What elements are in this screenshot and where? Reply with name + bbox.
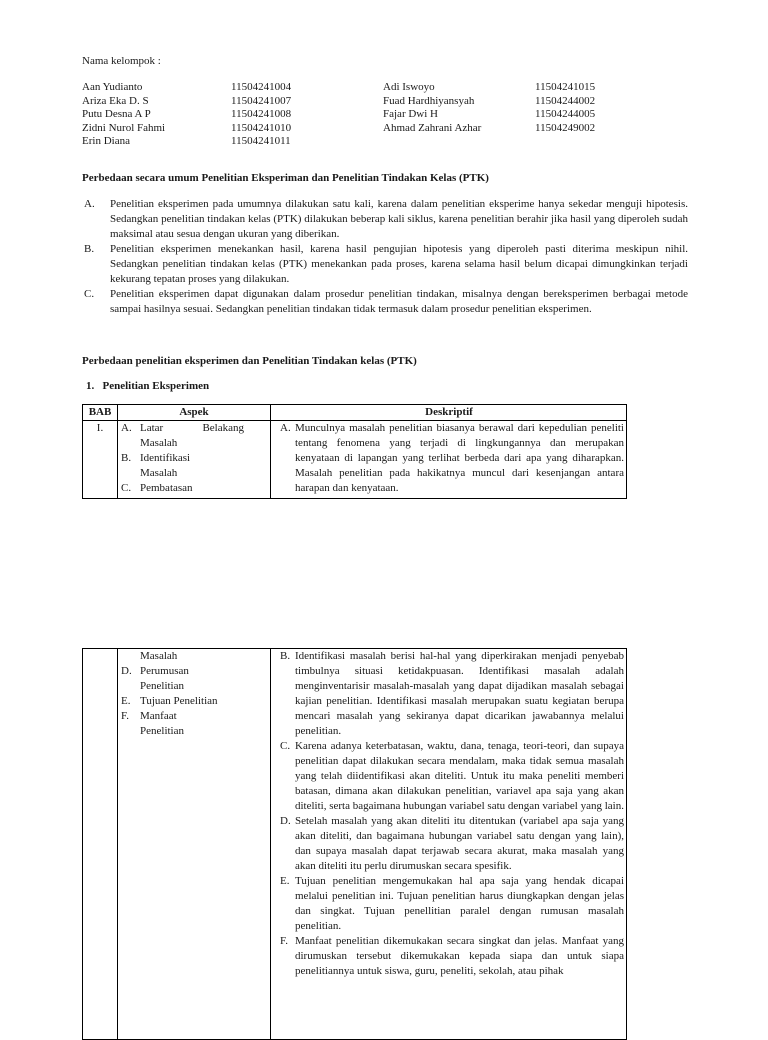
description-text: Karena adanya keterbatasan, waktu, dana, tenaga, teori-teori, dan supaya penelitian dapat dilakukan secara mendalam, maka tidak semua masalah yang telah diidentifikasi akan diteliti. Untuk itu maka peneliti memberi batasan, dimana akan dilakukan penelitian, variavel apa saja yang akan diteliti, serta bagaimana hubungan variabel satu dengan variabel yang lain.: [295, 740, 624, 812]
member-nim: 11504241007: [231, 94, 292, 107]
aspect-marker: C.: [121, 482, 132, 494]
member-name: Erin Diana: [82, 135, 130, 147]
group-label: Nama kelompok :: [82, 55, 161, 67]
member-row: [82, 94, 682, 108]
section2-subtitle: 1. Penelitian Eksperimen: [86, 380, 210, 392]
aspect-item: [121, 664, 266, 694]
aspect-text: Manfaat: [140, 710, 177, 722]
member-name: Aan Yudianto: [82, 81, 143, 93]
aspect-text: Masalah: [140, 467, 178, 479]
list-item-text: Penelitian eksperimen menekankan hasil, karena hasil pengujian hipotesis yang diperoleh pasti diterima meskipun nihil. Sedangkan penelitian tindakan kelas (PTK) menekankan pada proses, karena selama hasil belum dicapai dimungkinkan terjadi kekurang tepatan proses yang dilakukan.: [110, 243, 688, 285]
list-item: [84, 287, 688, 317]
aspect-text: Tujuan Penelitian: [140, 695, 218, 707]
aspect-item: [121, 709, 266, 739]
aspect-text: Penelitian: [140, 725, 184, 737]
description-text: Tujuan penelitian mengemukakan hal apa saja yang hendak dicapai melalui penelitian ini. Tujuan penelitian harus diungkapkan dengan jelas dan singkat. Tujuan penellitian paralel dengan rumusan masalah penelitian.: [295, 875, 624, 932]
description-marker: F.: [280, 935, 288, 947]
list-item-text: Penelitian eksperimen pada umumnya dilakukan satu kali, karena dalam penelitian eksperime hanya sekedar menguji hipotesis. Sedangkan penelitian tindakan kelas (PTK) dilakukan beberap kali siklus, karena penelitian berahir jika hasil yang diperoleh sudah maksimal atau sesua dengan ukuran yang diberikan.: [110, 198, 688, 240]
member-row: [82, 107, 682, 121]
aspect-list: [121, 421, 266, 496]
aspect-marker: D.: [121, 665, 132, 677]
section1-list: [84, 197, 688, 317]
description-item: [280, 739, 624, 814]
member-name: Ariza Eka D. S: [82, 94, 149, 107]
member-nim: 11504244002: [535, 94, 596, 107]
member-nim: 11504241010: [231, 121, 292, 134]
aspect-text: Masalah: [140, 650, 178, 662]
description-marker: E.: [280, 875, 290, 887]
description-text: Munculnya masalah penelitian biasanya berawal dari kepedulian peneliti tentang fenomena yang terjadi di lingkungannya dan merupakan kenyataan di lapangan yang terlihat berbeda dari apa yang diharapkan. Masalah penelitian pada hakikatnya muncul dari kesenjangan antara harapan dan kenyataan.: [295, 422, 624, 494]
aspect-marker: E.: [121, 695, 131, 707]
aspect-item: [121, 451, 266, 481]
description-item: [280, 814, 624, 874]
member-nim: 11504249002: [535, 121, 596, 134]
description-item: [280, 874, 624, 934]
aspect-item: [121, 421, 266, 451]
aspect-item: [121, 694, 266, 709]
description-marker: A.: [280, 422, 291, 434]
description-list: [280, 649, 624, 979]
aspect-item: [121, 481, 266, 496]
list-marker: B.: [84, 243, 95, 255]
aspect-text: Perumusan: [140, 665, 189, 677]
member-nim: 11504241004: [231, 81, 292, 93]
description-item: [280, 649, 624, 739]
member-nim: 11504241008: [231, 108, 292, 120]
member-name: Putu Desna A P: [82, 108, 151, 120]
member-list: [82, 80, 682, 148]
aspect-marker: F.: [121, 710, 129, 722]
header-bab: BAB: [88, 406, 112, 418]
member-nim: 11504241015: [535, 81, 596, 93]
aspect-text: Pembatasan: [140, 482, 193, 494]
section1-title: Perbedaan secara umum Penelitian Eksperiman dan Penelitian Tindakan Kelas (PTK): [82, 172, 489, 184]
description-item: [280, 934, 624, 979]
aspect-marker: A.: [121, 422, 132, 434]
aspect-text: Latar: [140, 422, 164, 434]
member-nim: 11504244005: [535, 108, 596, 120]
aspect-list: [121, 649, 266, 739]
aspect-item: [121, 649, 266, 664]
member-row: [82, 134, 682, 148]
list-marker: C.: [84, 288, 95, 300]
aspect-text: Masalah: [140, 437, 178, 449]
aspect-text: Penelitian: [140, 680, 184, 692]
description-item: [280, 421, 624, 496]
description-text: Identifikasi masalah berisi hal-hal yang diperkirakan menjadi penyebab timbulnya situasi ketidakpuasan. Identifikasi masalah adalah menginventarisir masalah-masalah yang dapat dijadikan masalah sebagai kajian penelitian. Identifikasi masalah merupakan suatu kegiatan berupa mencari masalah yang sekiranya dapat dicarikan jawabannya melalui penelitian.: [295, 650, 624, 737]
header-aspek: Aspek: [179, 406, 209, 418]
member-name: Fuad Hardhiyansyah: [383, 94, 475, 107]
description-marker: B.: [280, 650, 291, 662]
description-marker: D.: [280, 815, 291, 827]
description-list: [280, 421, 624, 496]
member-name: Adi Iswoyo: [383, 81, 435, 93]
aspect-marker: B.: [121, 452, 132, 464]
list-item-text: Penelitian eksperimen dapat digunakan dalam prosedur penelitian tindakan, misalnya dengan bereksperimen berbagai metode sampai hasilnya sesuai. Sedangkan penelitian tindakan tidak termasuk dalam prosedur penelitian eksperimen.: [110, 288, 688, 315]
research-table-part2: [82, 648, 627, 1040]
member-row: [82, 80, 682, 94]
list-item: [84, 197, 688, 242]
list-item: [84, 242, 688, 287]
member-row: [82, 121, 682, 135]
member-name: Zidni Nurol Fahmi: [82, 121, 166, 134]
aspect-text: Identifikasi: [140, 452, 191, 464]
description-marker: C.: [280, 740, 291, 752]
description-text: Manfaat penelitian dikemukakan secara singkat dan jelas. Manfaat yang dirumuskan tersebut dikemukakan kepada siapa dan untuk siapa penelitiannya untuk siswa, guru, peneliti, sekolah, atau pihak: [295, 935, 624, 977]
member-name: Fajar Dwi H: [383, 108, 438, 120]
member-name: Ahmad Zahrani Azhar: [383, 121, 482, 134]
aspect-text: Belakang: [202, 422, 244, 434]
list-marker: A.: [84, 198, 95, 210]
member-nim: 11504241011: [231, 135, 291, 147]
header-deskriptif: Deskriptif: [425, 406, 473, 418]
description-text: Setelah masalah yang akan diteliti itu ditentukan (variabel apa saja yang akan diteliti, dan bagaimana hubungan variabel satu dengan yang lain), dan supaya masalah dapat terjawab secara akurat, maka masalah yang akan diteliti itu perlu dirumuskan secara spesifik.: [295, 815, 624, 872]
research-table-part1: [82, 404, 627, 499]
section2-title: Perbedaan penelitian eksperimen dan Penelitian Tindakan kelas (PTK): [82, 355, 417, 367]
bab-number: I.: [96, 422, 104, 434]
